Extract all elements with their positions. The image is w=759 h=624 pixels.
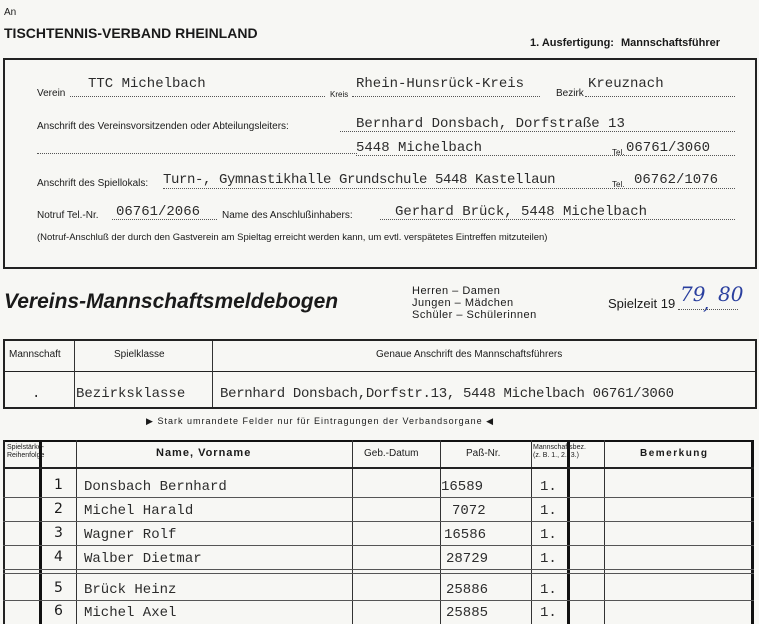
- verein-label: Verein: [37, 88, 66, 99]
- row-divider: [3, 573, 754, 574]
- category-schueler: Schüler – Schülerinnen: [412, 309, 537, 321]
- player-pass[interactable]: 28729: [446, 551, 489, 567]
- verein-value[interactable]: TTC Michelbach: [88, 76, 206, 92]
- player-name[interactable]: Brück Heinz: [84, 582, 177, 598]
- player-name[interactable]: Walber Dietmar: [84, 551, 202, 567]
- category-herren-damen: Herren – Damen: [412, 285, 501, 297]
- player-nr: 2: [54, 501, 63, 517]
- rank-col-header-1: Spielstärke-: [7, 444, 44, 451]
- player-table-top: [3, 440, 754, 442]
- venue-tel[interactable]: 06762/1076: [634, 172, 719, 188]
- emergency-note: (Notruf-Anschluß der durch den Gastverein am Spieltag erreicht werden kann, um evtl. verspätetes Eintreffen mitzuteilen): [37, 232, 548, 243]
- player-team[interactable]: 1.: [540, 582, 557, 598]
- player-pass[interactable]: 25885: [446, 605, 489, 621]
- notice-text: Stark umrandete Felder nur für Eintragungen der Verbandsorgane: [157, 416, 483, 426]
- player-nr: 1: [54, 477, 63, 493]
- player-team[interactable]: 1.: [540, 503, 557, 519]
- row-divider: [3, 545, 754, 546]
- row-divider: [3, 569, 754, 570]
- team-col-sep-2: [212, 341, 213, 407]
- player-team[interactable]: 1.: [540, 551, 557, 567]
- kreis-label: Kreis: [330, 90, 349, 99]
- season-separator: ,: [703, 290, 710, 314]
- chair-value[interactable]: Bernhard Donsbach, Dorfstraße 13: [356, 116, 625, 132]
- season-year-1[interactable]: 79: [680, 282, 706, 306]
- player-nr: 3: [54, 525, 63, 541]
- name-col-header: Name, Vorname: [156, 447, 252, 459]
- player-team[interactable]: 1.: [540, 527, 557, 543]
- chair-tel-label: Tel.: [612, 148, 625, 157]
- venue-value[interactable]: Turn-, Gymnastikhalle Grundschule 5448 Kastellaun: [163, 172, 556, 188]
- chair-line-2: [37, 153, 357, 154]
- team-table-header-line: [3, 371, 755, 372]
- player-nr: 6: [54, 603, 63, 619]
- player-pass[interactable]: 16586: [444, 527, 487, 543]
- player-name[interactable]: Wagner Rolf: [84, 527, 177, 543]
- player-team[interactable]: 1.: [540, 605, 557, 621]
- chair-tel[interactable]: 06761/3060: [626, 140, 711, 156]
- player-nr: 5: [54, 580, 63, 596]
- team-designation-header-1: Mannschaftsbez.: [533, 444, 586, 451]
- player-pass[interactable]: 16589: [441, 479, 484, 495]
- copy-info: [530, 37, 720, 49]
- chair-city[interactable]: 5448 Michelbach: [356, 140, 483, 156]
- player-name[interactable]: Donsbach Bernhard: [84, 479, 227, 495]
- venue-tel-label: Tel.: [612, 180, 625, 189]
- address-col-header: Genaue Anschrift des Mannschaftsführers: [376, 349, 563, 360]
- pass-col-header: Paß-Nr.: [466, 448, 501, 459]
- dob-col-header: Geb.-Datum: [364, 448, 419, 459]
- copy-recipient: Mannschaftsführer: [621, 37, 721, 49]
- form-title: Vereins-Mannschaftsmeldebogen: [4, 290, 339, 313]
- player-nr: 4: [54, 549, 63, 565]
- association-name: TISCHTENNIS-VERBAND RHEINLAND: [4, 25, 258, 41]
- row-divider: [3, 497, 754, 498]
- class-value[interactable]: Bezirksklasse: [76, 386, 186, 402]
- notice-arrow-left-icon: ▶: [146, 416, 154, 426]
- chair-line: [340, 131, 735, 132]
- team-designation-header: [533, 444, 586, 460]
- team-value[interactable]: .: [32, 386, 41, 402]
- player-header-line: [3, 467, 754, 469]
- season-line: [678, 309, 738, 310]
- season-label: Spielzeit 19: [608, 296, 676, 311]
- emergency-line: [112, 219, 217, 220]
- bezirk-value[interactable]: Kreuznach: [588, 76, 664, 92]
- bezirk-label: Bezirk: [556, 88, 584, 99]
- rank-col-header-2: Reihenfolge: [7, 452, 45, 459]
- emergency-value[interactable]: 06761/2066: [116, 204, 201, 220]
- remark-col-header: Bemerkung: [640, 448, 709, 459]
- player-name[interactable]: Michel Harald: [84, 503, 194, 519]
- season-year-2[interactable]: 80: [718, 282, 744, 306]
- rank-col-header: [7, 444, 45, 460]
- bezirk-line: [585, 96, 735, 97]
- player-name[interactable]: Michel Axel: [84, 605, 177, 621]
- team-col-header: Mannschaft: [9, 349, 61, 360]
- team-designation-header-2: (z. B. 1., 2., 3.): [533, 452, 579, 459]
- player-pass[interactable]: 25886: [446, 582, 489, 598]
- venue-label: Anschrift des Spiellokals:: [37, 178, 149, 189]
- holder-value[interactable]: Gerhard Brück, 5448 Michelbach: [395, 204, 648, 220]
- chair-line-3: [356, 155, 735, 156]
- to-label: An: [4, 7, 17, 18]
- emergency-label: Notruf Tel.-Nr.: [37, 210, 99, 221]
- notice-line: [146, 416, 494, 427]
- venue-line: [163, 188, 735, 189]
- team-col-sep-1: [74, 341, 75, 407]
- row-divider: [3, 521, 754, 522]
- holder-line: [380, 219, 735, 220]
- notice-arrow-right-icon: ◀: [486, 416, 495, 426]
- kreis-line: [352, 96, 540, 97]
- player-pass[interactable]: 7072: [452, 503, 486, 519]
- kreis-value[interactable]: Rhein-Hunsrück-Kreis: [356, 76, 525, 92]
- class-col-header: Spielklasse: [114, 349, 165, 360]
- address-value[interactable]: Bernhard Donsbach,Dorfstr.13, 5448 Michelbach 06761/3060: [220, 386, 674, 402]
- category-jungen-maedchen: Jungen – Mädchen: [412, 297, 514, 309]
- chair-label: Anschrift des Vereinsvorsitzenden oder Abteilungsleiters:: [37, 121, 289, 132]
- copy-label: Ausfertigung:: [541, 37, 614, 49]
- row-divider: [3, 600, 754, 601]
- holder-label: Name des Anschlußinhabers:: [222, 210, 353, 221]
- copy-number: 1.: [530, 37, 540, 49]
- verein-line: [70, 96, 325, 97]
- player-team[interactable]: 1.: [540, 479, 557, 495]
